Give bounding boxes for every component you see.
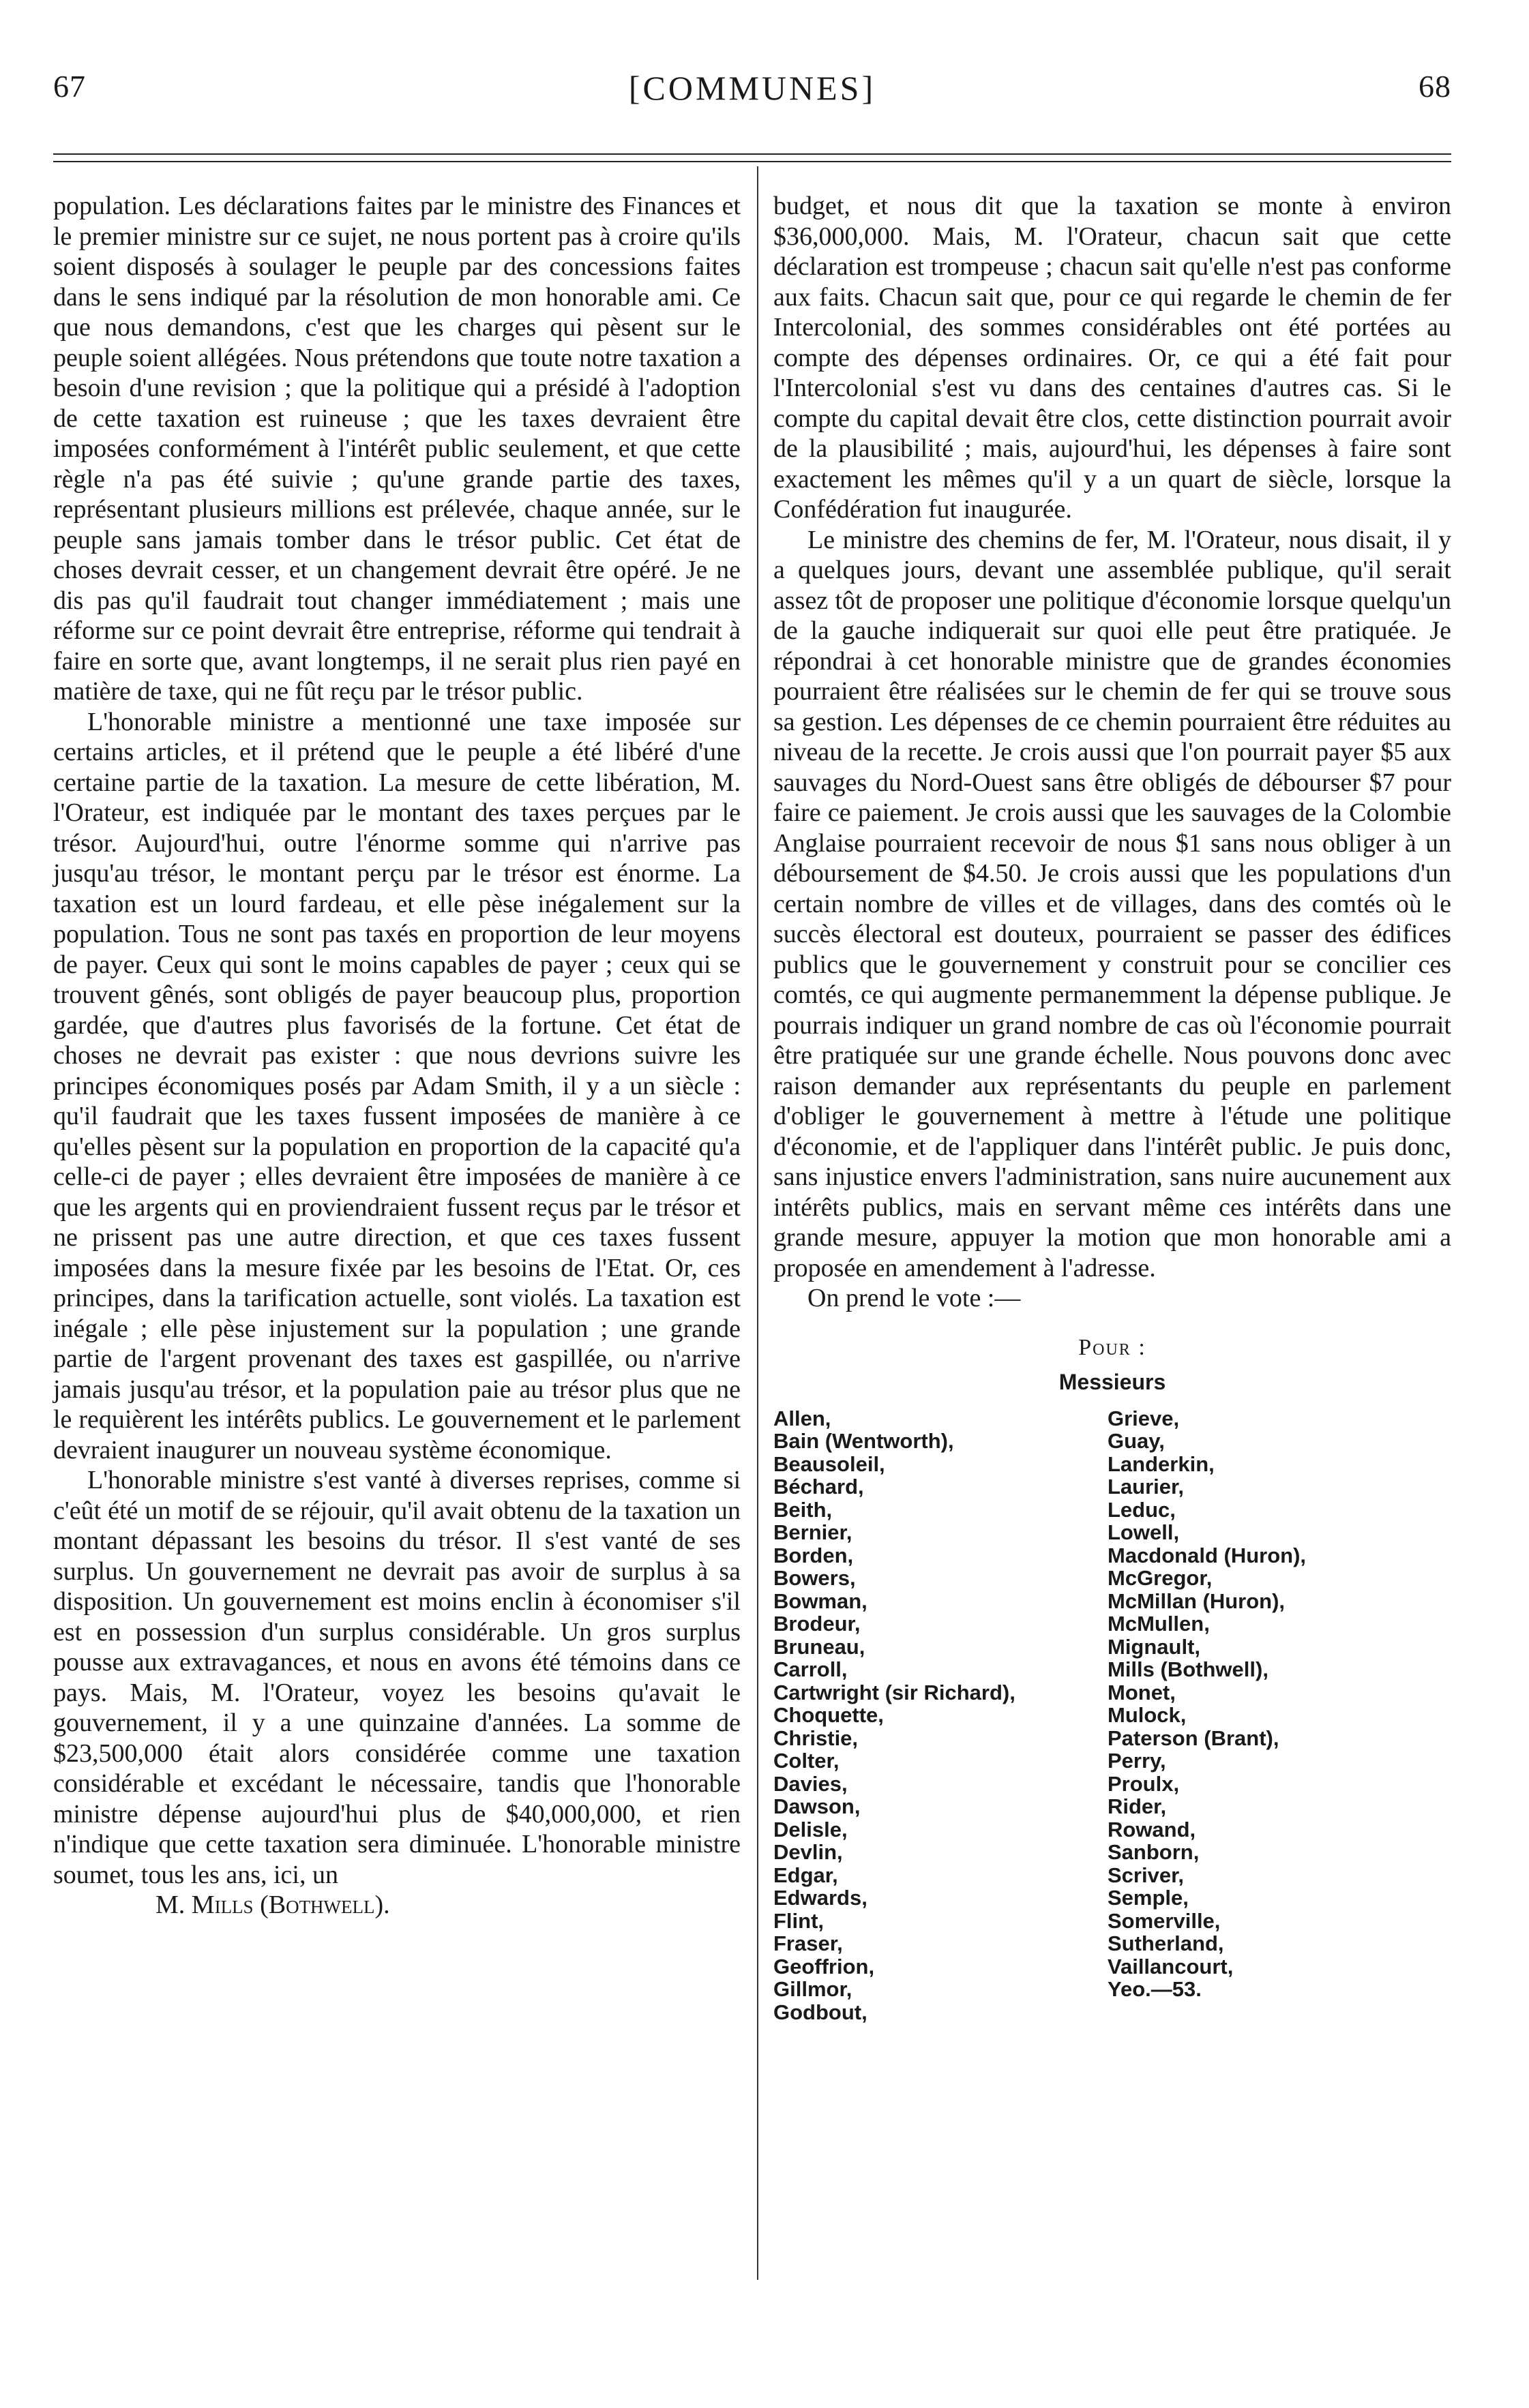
member-name: Borden, xyxy=(773,1543,854,1567)
member-name: Bernier, xyxy=(773,1520,852,1544)
member-name: Beausoleil, xyxy=(773,1451,885,1476)
vote-heading: Pour : xyxy=(1078,1334,1146,1360)
member-name: Grieve, xyxy=(1108,1406,1180,1430)
paragraph: L'honorable ministre a mentionné une taxe imposée sur certains articles, et il prétend que le peuple a été libéré d'une certaine partie de la taxation. La mesure de cette libération, M. l'Orateur, est indiquée par le montant des taxes perçues par le trésor. Aujourd'hui, outre l'énorme somme qui n'arrive pas jusqu'au trésor, le montant perçu par le trésor est énorme. La taxation est un lourd fardeau, et elle pèse inégalement sur la population. Tous ne sont pas taxés en proportion de leur moyens de payer. Ceux qui sont le moins capables de payer ; ceux qui se trouvent gênés, sont obligés de payer beaucoup plus, proportion gardée, que d'autres plus favorisés de la fortune. Cet état de choses ne devrait pas exister : que nous devrions suivre les principes économiques posés par Adam Smith, il y a un siècle : qu'il faudrait que les taxes fussent imposées de manière à ce qu'elles pèsent sur la population en proportion de la capacité qu'a celle-ci de payer ; elles devraient être imposées de manière à ce que les argents qui en proviendraient fussent reçus par le trésor et ne prissent pas une autre direction, et que ces taxes fussent imposées dans la mesure fixée par les besoins de l'Etat. Or, ces principes, dans la tarification actuelle, sont violés. La taxation est inégale ; elle pèse injustement sur la population ; une grande partie de l'argent provenant des taxes est gaspillée, ou n'arrive jamais jusqu'au trésor, et la population paie au trésor plus que ne le requièrent les intérêts publics. Le gouvernement et le parlement devraient inaugurer un nouveau système économique. xyxy=(53,707,741,1464)
vote-name-list xyxy=(773,1407,1451,2024)
names-column-2 xyxy=(1108,1407,1449,2024)
running-title: [COMMUNES] xyxy=(628,69,876,107)
member-name: Davies, xyxy=(773,1771,848,1796)
member-name: Godbout, xyxy=(773,2000,867,2024)
member-name: Devlin, xyxy=(773,1840,843,1864)
member-name: McGregor, xyxy=(1108,1566,1213,1590)
member-name: Béchard, xyxy=(773,1475,864,1499)
page-number-left: 67 xyxy=(53,69,86,104)
member-name: Monet, xyxy=(1108,1680,1176,1704)
column-divider xyxy=(757,166,758,2280)
page-number-right: 68 xyxy=(1419,69,1451,104)
member-name: Yeo.—53. xyxy=(1108,1977,1202,2001)
member-name: Bowers, xyxy=(773,1566,856,1590)
member-name: Gillmor, xyxy=(773,1977,852,2001)
right-column xyxy=(773,191,1451,2023)
member-name: Mulock, xyxy=(1108,1703,1187,1727)
member-name: Vaillancourt, xyxy=(1108,1954,1234,1978)
member-name: Choquette, xyxy=(773,1703,884,1727)
member-name: Delisle, xyxy=(773,1817,848,1841)
member-name: Colter, xyxy=(773,1749,840,1773)
header-rule-top xyxy=(53,153,1451,155)
member-name: Somerville, xyxy=(1108,1908,1221,1933)
member-name: Rowand, xyxy=(1108,1817,1196,1841)
member-name: Brodeur, xyxy=(773,1612,861,1636)
member-name: Proulx, xyxy=(1108,1771,1180,1796)
member-name: Paterson (Brant), xyxy=(1108,1726,1279,1750)
left-column xyxy=(53,191,741,1921)
member-name: Sutherland, xyxy=(1108,1931,1224,1955)
member-name: Allen, xyxy=(773,1406,831,1430)
member-name: Sanborn, xyxy=(1108,1840,1200,1864)
member-name: Geoffrion, xyxy=(773,1954,875,1978)
names-column-1 xyxy=(773,1407,1108,2024)
page-header xyxy=(53,68,1451,123)
member-name: Rider, xyxy=(1108,1794,1167,1818)
member-name: Bowman, xyxy=(773,1589,867,1613)
member-name: Cartwright (sir Richard), xyxy=(773,1680,1015,1704)
member-name: Christie, xyxy=(773,1726,859,1750)
member-name: Dawson, xyxy=(773,1794,861,1818)
member-name: Beith, xyxy=(773,1497,833,1522)
member-name: Bain (Wentworth), xyxy=(773,1429,954,1453)
paragraph: On prend le vote :— xyxy=(807,1284,1021,1312)
member-name: Guay, xyxy=(1108,1429,1165,1453)
member-name: Leduc, xyxy=(1108,1497,1176,1522)
member-name: Semple, xyxy=(1108,1886,1189,1910)
member-name: Edwards, xyxy=(773,1886,867,1910)
member-name: Lowell, xyxy=(1108,1520,1180,1544)
paragraph: population. Les déclarations faites par le ministre des Finances et le premier ministre sur ce sujet, ne nous portent pas à croire qu'ils soient disposés à soulager le peuple par des concessions faites dans le sens indiqué par la résolution de mon honorable ami. Ce que nous demandons, c'est que les charges qui pèsent sur le peuple soient allégées. Nous prétendons que toute notre taxation a besoin d'une revision ; que la politique qui a présidé à l'adoption de cette taxation est ruineuse ; que les taxes devraient être imposées conformément à l'intérêt public seulement, et que cette règle n'a pas été suivie ; qu'une grande partie des taxes, représentant plusieurs millions est prélevée, chaque année, sur le peuple sans jamais tomber dans le trésor public. Cet état de choses devrait cesser, et un changement devrait être opéré. Je ne dis pas qu'il faudrait tout changer immédiatement ; mais une réforme sur ce point devrait être entreprise, réforme qui tendrait à faire en sorte que, avant longtemps, il ne serait plus rien payé en matière de taxe, qui ne fût reçu par le trésor public. xyxy=(53,192,741,706)
member-name: Laurier, xyxy=(1108,1475,1184,1499)
speaker-attribution: M. Mills (Bothwell). xyxy=(155,1891,390,1919)
member-name: Bruneau, xyxy=(773,1634,865,1659)
member-name: Landerkin, xyxy=(1108,1451,1215,1476)
paragraph: budget, et nous dit que la taxation se monte à environ $36,000,000. Mais, M. l'Orateur, chacun sait que cette déclaration est trompeuse ; chacun sait qu'elle n'est pas conforme aux faits. Chacun sait que, pour ce qui regarde le chemin de fer Intercolonial, des sommes considérables ont été portées au compte des dépenses ordinaires. Or, ce qui a été fait pour l'Intercolonial s'est vu dans des centaines d'autres cas. Si le compte du capital devait être clos, cette distinction pourrait avoir de la plausibilité ; mais, aujourd'hui, les dépenses à faire sont exactement les mêmes qu'il y a un quart de siècle, lorsque la Confédération fut inaugurée. xyxy=(773,192,1451,524)
header-rule-bottom xyxy=(53,161,1451,162)
paragraph: L'honorable ministre s'est vanté à diverses reprises, comme si c'eût été un motif de se réjouir, qu'il avait obtenu de la taxation un montant dépassant les besoins du trésor. Il s'est vanté de ses surplus. Un gouvernement ne devrait pas avoir de surplus à sa disposition. Un gouvernement est moins enclin à économiser s'il est en possession d'un surplus considérable. Un gros surplus pousse aux extravagances, et nous en avons été témoins dans ce pays. Mais, M. l'Orateur, voyez les besoins qu'avait le gouvernement, il y a une quinzaine d'années. La somme de $23,500,000 était alors considérée comme une taxation considérable et excédant le nécessaire, tandis que l'honorable ministre dépense aujourd'hui plus de $40,000,000, et rien n'indique que cette taxation sera diminuée. L'honorable ministre soumet, tous les ans, ici, un xyxy=(53,1466,741,1889)
member-name: Macdonald (Huron), xyxy=(1108,1543,1307,1567)
member-name: Perry, xyxy=(1108,1749,1166,1773)
member-name: McMillan (Huron), xyxy=(1108,1589,1286,1613)
member-name: Flint, xyxy=(773,1908,825,1933)
member-name: Edgar, xyxy=(773,1863,838,1887)
member-name: Carroll, xyxy=(773,1657,848,1681)
paragraph: Le ministre des chemins de fer, M. l'Orateur, nous disait, il y a quelques jours, devant une assemblée publique, qu'il serait assez tôt de proposer une politique d'économie lorsque quelqu'un de la gauche indiquerait sur quoi elle peut être pratiquée. Je répondrai à cet honorable ministre que de grandes économies pourraient être réalisées sur le chemin de fer qui se trouve sous sa gestion. Les dépenses de ce chemin pourraient être réduites au niveau de la recette. Je crois aussi que l'on pourrait payer $5 aux sauvages du Nord-Ouest sans être obligés de débourser $7 pour faire ce paiement. Je crois aussi que les sauvages de la Colombie Anglaise pourraient recevoir de nous $1 sans nous obliger à un déboursement de $4.50. Je crois aussi que les populations d'un certain nombre de villes et de villages, dans des comtés où le succès électoral est douteux, pourraient se passer des édifices publics que le gouvernement y construit pour se concilier ces comtés, ce qui augmente permanemment la dépense publique. Je pourrais indiquer un grand nombre de cas où l'économie pourrait être pratiquée sur une grande échelle. Nous pouvons donc avec raison demander aux représentants du peuple en parlement d'obliger le gouvernement à mettre à l'étude une politique d'économie, et de l'appliquer dans l'intérêt public. Je puis donc, sans injustice envers l'administration, sans nuire aucunement aux intérêts publics, mais en servant même ces intérêts dans une grande mesure, appuyer la motion que mon honorable ami a proposée en amendement à l'adresse. xyxy=(773,525,1451,1282)
member-name: Scriver, xyxy=(1108,1863,1185,1887)
member-name: Mills (Bothwell), xyxy=(1108,1657,1268,1681)
member-name: McMullen, xyxy=(1108,1612,1210,1636)
member-name: Fraser, xyxy=(773,1931,843,1955)
member-name: Mignault, xyxy=(1108,1634,1201,1659)
vote-subheading: Messieurs xyxy=(1058,1370,1166,1394)
